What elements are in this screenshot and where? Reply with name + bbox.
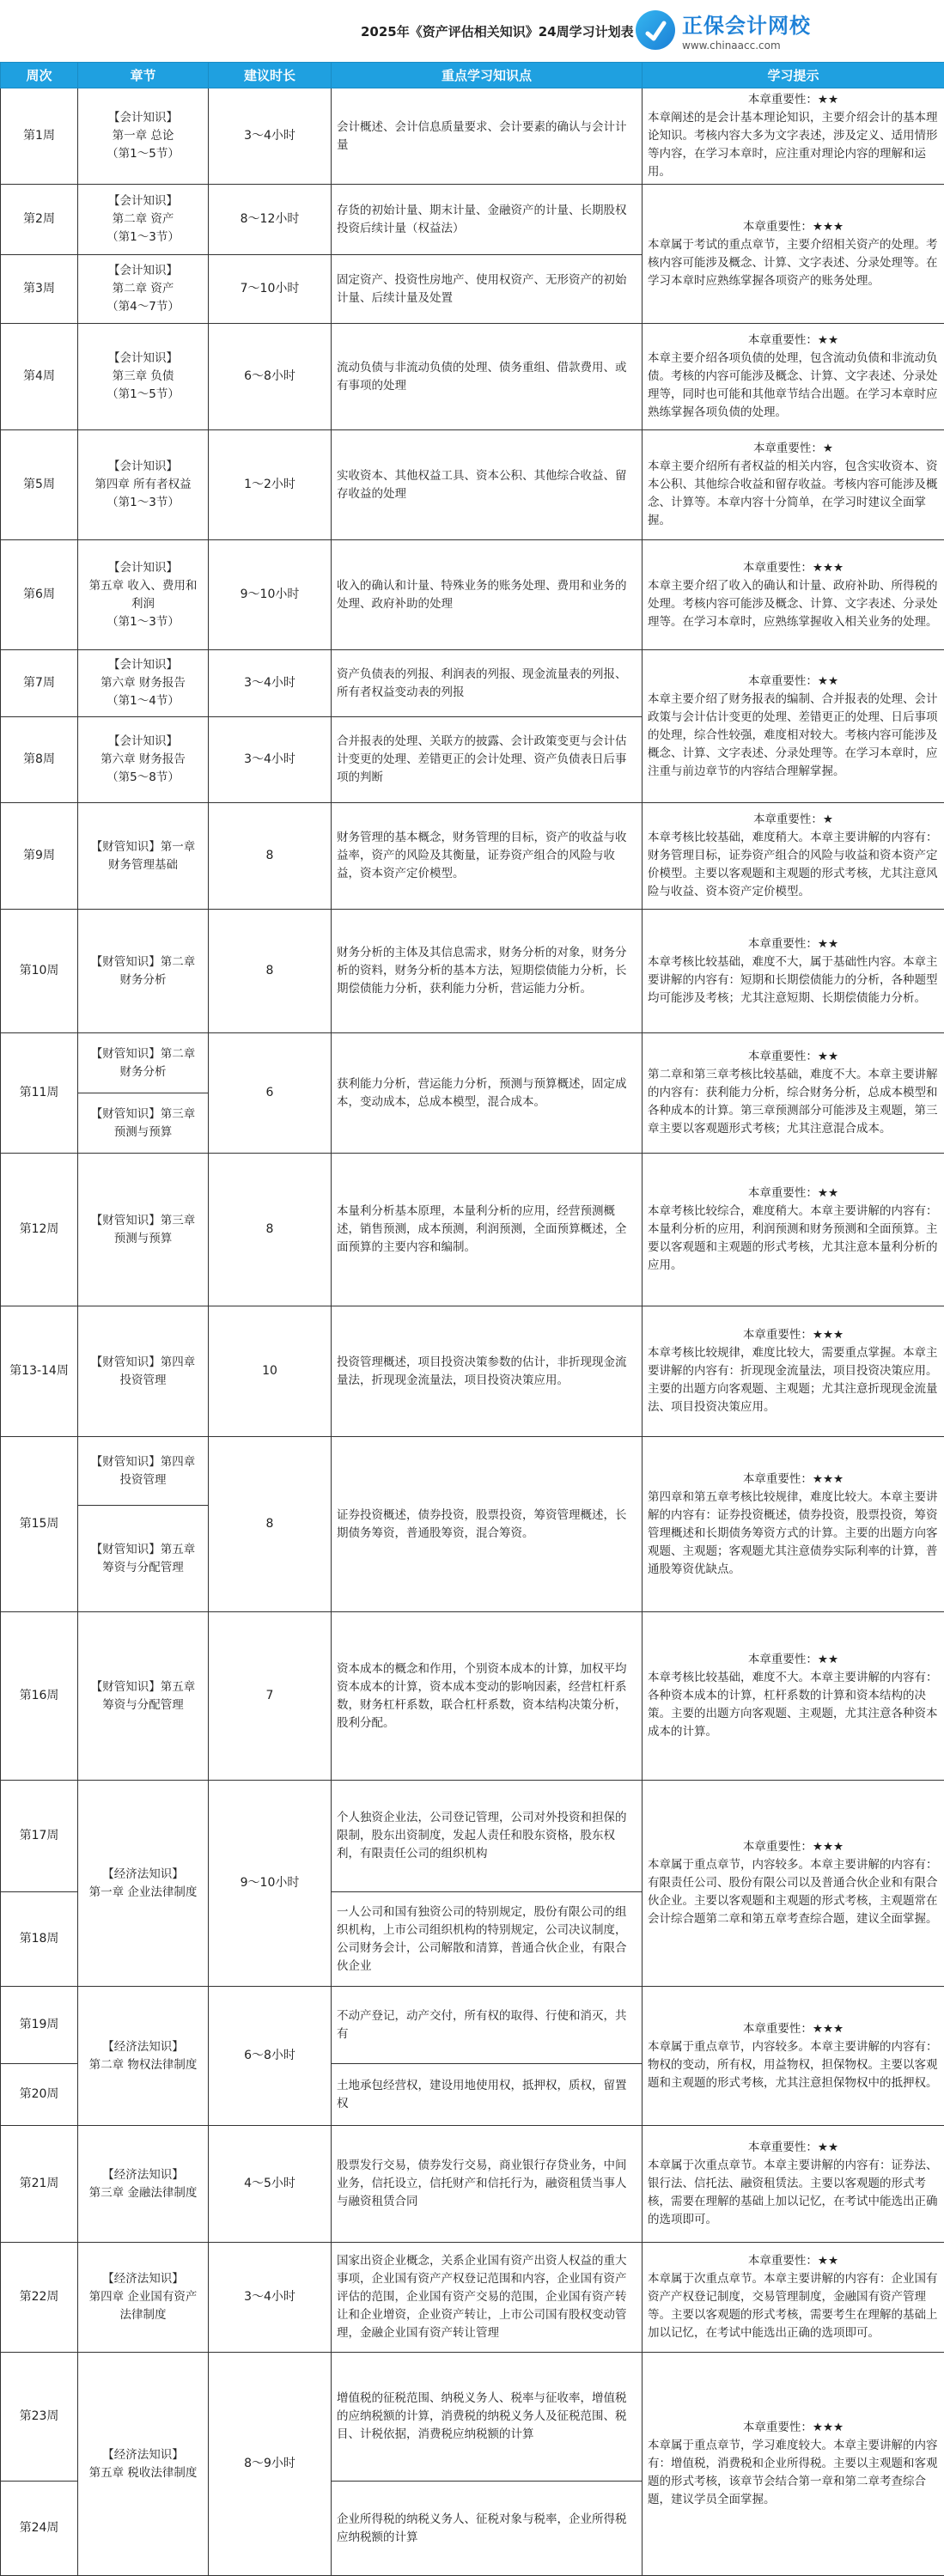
tip-importance: 本章重要性：★ [648,811,939,829]
tip-importance: 本章重要性：★★ [648,935,939,953]
hours-cell: 3～4小时 [209,650,332,717]
table-row [1,650,944,717]
week-cell: 第21周 [1,2126,78,2243]
table-row [1,2126,944,2243]
tip-importance: 本章重要性：★★ [648,332,939,350]
week-cell: 第9周 [1,803,78,910]
tips-cell [643,185,944,324]
tip-text: 本章考核比较规律，难度比较大，需要重点掌握。本章主要讲解的内容有：折现现金流量法，项目投资决策应用。主要的出题方向客观题、主观题；尤其注意折现现金流量法、项目投资决策应用。 [648,1344,939,1416]
table-header-row [1,63,944,88]
table-row [1,1033,944,1093]
tip-importance: 本章重要性：★★ [648,673,939,691]
week-cell: 第23周 [1,2353,78,2482]
tip-text: 本章考核比较基础，难度稍大。本章主要讲解的内容有：财务管理目标，证券资产组合的风险与收益和资本资产定价模型。主要以客观题和主观题的形式考核，尤其注意风险与收益、资本资产定价模型。 [648,829,939,901]
points-cell: 固定资产、投资性房地产、使用权资产、无形资产的初始计量、后续计量及处置 [332,255,643,324]
table-row [1,1987,944,2064]
tip-importance: 本章重要性：★★ [648,1184,939,1203]
tips-cell [643,803,944,910]
table-row [1,2353,944,2482]
chapter-cell: 【会计知识】 第三章 负债 （第1～5节） [78,324,209,430]
hours-cell: 8 [209,1154,332,1306]
tips-cell [643,1306,944,1437]
chapter-cell: 【会计知识】 第二章 资产 （第1～3节） [78,185,209,255]
chapter-cell: 【经济法知识】 第二章 物权法律制度 [78,1987,209,2126]
week-cell: 第18周 [1,1892,78,1987]
week-cell: 第12周 [1,1154,78,1306]
tip-text: 本章主要介绍所有者权益的相关内容，包含实收资本、资本公积、其他综合收益和留存收益。考核内容可能涉及概念、计算等。本章内容十分简单，在学习时建议全面掌握。 [648,458,939,530]
hours-cell: 3～4小时 [209,717,332,803]
points-cell: 增值税的征税范围、纳税义务人、税率与征收率，增值税的应纳税额的计算，消费税的纳税义务人及征税范围、税目、计税依据，消费税应纳税额的计算 [332,2353,643,2482]
hours-cell: 8 [209,910,332,1033]
tips-cell [643,430,944,540]
week-cell: 第1周 [1,88,78,185]
tips-cell [643,1612,944,1781]
hours-cell: 6 [209,1033,332,1154]
points-cell: 资产负债表的列报、利润表的列报、现金流量表的列报、所有者权益变动表的列报 [332,650,643,717]
points-cell: 收入的确认和计量、特殊业务的账务处理、费用和业务的处理、政府补助的处理 [332,540,643,650]
week-cell: 第22周 [1,2243,78,2353]
tips-cell [643,2243,944,2353]
hours-cell: 9～10小时 [209,1781,332,1987]
tip-importance: 本章重要性：★★ [648,91,939,109]
week-cell: 第7周 [1,650,78,717]
tip-importance: 本章重要性：★★ [648,1048,939,1066]
week-cell: 第15周 [1,1437,78,1612]
week-cell: 第2周 [1,185,78,255]
chapter-cell: 【财管知识】第三章 预测与预算 [78,1093,209,1154]
week-cell: 第3周 [1,255,78,324]
week-cell: 第4周 [1,324,78,430]
tips-cell [643,1781,944,1987]
week-cell: 第8周 [1,717,78,803]
logo-name: 正保会计网校 [682,9,811,39]
tip-text: 本章考核比较基础，难度不大。本章主要讲解的内容有：各种资本成本的计算，杠杆系数的计算和资本结构的决策。主要的出题方向客观题、主观题，尤其注意各种资本成本的计算。 [648,1669,939,1741]
points-cell: 证券投资概述，债券投资，股票投资，筹资管理概述，长期债务筹资，普通股筹资，混合筹资。 [332,1437,643,1612]
chapter-cell: 【财管知识】第三章 预测与预算 [78,1154,209,1306]
table-row [1,2243,944,2353]
page-title: 2025年《资产评估相关知识》24周学习计划表 [361,22,634,40]
hours-cell: 3～4小时 [209,2243,332,2353]
chapter-cell: 【会计知识】 第四章 所有者权益 （第1～3节） [78,430,209,540]
points-cell: 财务分析的主体及其信息需求，财务分析的对象，财务分析的资料，财务分析的基本方法，短期偿债能力分析，长期偿债能力分析，获利能力分析，营运能力分析。 [332,910,643,1033]
table-row [1,324,944,430]
chapter-cell: 【财管知识】第五章 筹资与分配管理 [78,1506,209,1612]
tips-cell [643,1154,944,1306]
points-cell: 会计概述、会计信息质量要求、会计要素的确认与会计计量 [332,88,643,185]
tip-text: 本章属于重点章节，学习难度较大。本章主要讲解的内容有：增值税，消费税和企业所得税。主要以主观题和客观题的形式考核，该章节会结合第一章和第二章考查综合题，建议学员全面掌握。 [648,2437,939,2509]
tip-importance: 本章重要性：★★★ [648,1326,939,1344]
tips-cell [643,1987,944,2126]
column-header-hours: 建议时长 [209,63,332,88]
week-cell: 第20周 [1,2064,78,2126]
tip-importance: 本章重要性：★★★ [648,1838,939,1856]
hours-cell: 7 [209,1612,332,1781]
hours-cell: 10 [209,1306,332,1437]
points-cell: 本量利分析基本原理，本量利分析的应用，经营预测概述，销售预测，成本预测，利润预测，全面预算概述，全面预算的主要内容和编制。 [332,1154,643,1306]
chapter-cell: 【经济法知识】 第四章 企业国有资产法律制度 [78,2243,209,2353]
week-cell: 第24周 [1,2482,78,2576]
table-row [1,1154,944,1306]
tip-text: 本章考核比较基础，难度不大，属于基础性内容。本章主要讲解的内容有：短期和长期偿债能力的分析，各种题型均可能涉及考核；尤其注意短期、长期偿债能力分析。 [648,953,939,1008]
hours-cell: 8 [209,1437,332,1612]
tip-text: 本章考核比较综合，难度稍大。本章主要讲解的内容有：本量利分析的应用，利润预测和财务预测和全面预算。主要以客观题和主观题的形式考核，尤其注意本量利分析的应用。 [648,1203,939,1275]
chapter-cell: 【会计知识】 第五章 收入、费用和利润 （第1～3节） [78,540,209,650]
week-cell: 第6周 [1,540,78,650]
hours-cell: 3～4小时 [209,88,332,185]
tips-cell [643,324,944,430]
week-cell: 第11周 [1,1033,78,1154]
points-cell: 财务管理的基本概念，财务管理的目标，资产的收益与收益率，资产的风险及其衡量，证券资产组合的风险与收益，资本资产定价模型。 [332,803,643,910]
table-row [1,1306,944,1437]
tips-cell [643,2126,944,2243]
tips-cell [643,1033,944,1154]
chapter-cell: 【会计知识】 第二章 资产 （第4～7节） [78,255,209,324]
tip-text: 本章主要介绍了财务报表的编制、合并报表的处理、会计政策与会计估计变更的处理、差错更正的处理、日后事项的处理，综合性较强，难度相对较大。考核内容可能涉及概念、计算、文字表述、分录处理等。在学习本章时，应注重与前边章节的内容结合理解掌握。 [648,691,939,781]
hours-cell: 6～8小时 [209,1987,332,2126]
tip-importance: 本章重要性：★★★ [648,1471,939,1489]
logo-url: www.chinaacc.com [682,40,811,52]
tips-cell [643,650,944,803]
points-cell: 企业所得税的纳税义务人、征税对象与税率，企业所得税应纳税额的计算 [332,2482,643,2576]
tip-importance: 本章重要性：★★★ [648,559,939,577]
page-header [0,0,944,60]
points-cell: 股票发行交易，债券发行交易，商业银行存贷业务，中间业务，信托设立，信托财产和信托行为，融资租赁当事人与融资租赁合同 [332,2126,643,2243]
hours-cell: 8 [209,803,332,910]
tip-text: 本章属于考试的重点章节，主要介绍相关资产的处理。考核内容可能涉及概念、计算、文字表述、分录处理等。在学习本章时应熟练掌握各项资产的账务处理。 [648,236,939,290]
hours-cell: 7～10小时 [209,255,332,324]
points-cell: 一人公司和国有独资公司的特别规定，股份有限公司的组织机构，上市公司组织机构的特别规定，公司决议制度，公司财务会计，公司解散和清算，普通合伙企业，有限合伙企业 [332,1892,643,1987]
tip-text: 本章属于重点章节，内容较多。本章主要讲解的内容有：物权的变动，所有权，用益物权，担保物权。主要以客观题和主观题的形式考核，尤其注意担保物权中的抵押权。 [648,2038,939,2092]
table-row [1,910,944,1033]
points-cell: 流动负债与非流动负债的处理、债务重组、借款费用、或有事项的处理 [332,324,643,430]
points-cell: 获利能力分析，营运能力分析，预测与预算概述，固定成本，变动成本，总成本模型，混合成本。 [332,1033,643,1154]
hours-cell: 1～2小时 [209,430,332,540]
tip-text: 本章属于次重点章节。本章主要讲解的内容有：企业国有资产产权登记制度，交易管理制度，金融国有资产管理等。主要以客观题的形式考核，需要考生在理解的基础上加以记忆，在考试中能选出正确的选项即可。 [648,2270,939,2342]
chapter-cell: 【会计知识】 第一章 总论 （第1～5节） [78,88,209,185]
chapter-cell: 【财管知识】第一章 财务管理基础 [78,803,209,910]
chapter-cell: 【经济法知识】 第三章 金融法律制度 [78,2126,209,2243]
tips-cell [643,1437,944,1612]
table-row [1,430,944,540]
hours-cell: 9～10小时 [209,540,332,650]
chapter-cell: 【财管知识】第二章 财务分析 [78,1033,209,1093]
tip-importance: 本章重要性：★★ [648,2252,939,2270]
chapter-cell: 【会计知识】 第六章 财务报告 （第1～4节） [78,650,209,717]
points-cell: 国家出资企业概念，关系企业国有资产出资人权益的重大事项，企业国有资产产权登记范围和内容，企业国有资产评估的范围，企业国有资产交易的范围，企业国有资产转让和企业增资，企业资产转让，上市公司国有股权变动管理，金融企业国有资产转让管理 [332,2243,643,2353]
table-row [1,1781,944,1892]
study-plan-table [0,62,944,2576]
tip-importance: 本章重要性：★ [648,440,939,458]
hours-cell: 8～9小时 [209,2353,332,2576]
tips-cell [643,2353,944,2576]
points-cell: 个人独资企业法，公司登记管理，公司对外投资和担保的限制，股东出资制度，发起人责任和股东资格，股东权利，有限责任公司的组织机构 [332,1781,643,1892]
tip-text: 第二章和第三章考核比较基础，难度不大。本章主要讲解的内容有：获利能力分析，综合财务分析，总成本模型和各种成本的计算。第三章预测部分可能涉及主观题，第三章主要以客观题形式考核；尤其注意混合成本。 [648,1066,939,1138]
table-row [1,803,944,910]
points-cell: 资本成本的概念和作用，个别资本成本的计算，加权平均资本成本的计算，资本成本变动的影响因素，经营杠杆系数，财务杠杆系数，联合杠杆系数，资本结构决策分析，股利分配。 [332,1612,643,1781]
week-cell: 第13-14周 [1,1306,78,1437]
points-cell: 实收资本、其他权益工具、资本公积、其他综合收益、留存收益的处理 [332,430,643,540]
tip-importance: 本章重要性：★★ [648,2139,939,2157]
tip-importance: 本章重要性：★★★ [648,218,939,236]
tip-importance: 本章重要性：★★★ [648,2020,939,2038]
table-row [1,540,944,650]
table-body [1,88,944,2576]
tips-cell [643,88,944,185]
tip-text: 本章属于次重点章节。本章主要讲解的内容有：证券法、银行法、信托法、融资租赁法。主要以客观题的形式考核，需要在理解的基础上加以记忆，在考试中能选出正确的选项即可。 [648,2157,939,2229]
week-cell: 第19周 [1,1987,78,2064]
points-cell: 合并报表的处理、关联方的披露、会计政策变更与会计估计变更的处理、差错更正的会计处理、资产负债表日后事项的判断 [332,717,643,803]
chapter-cell: 【财管知识】第五章 筹资与分配管理 [78,1612,209,1781]
tip-text: 第四章和第五章考核比较规律，难度比较大。本章主要讲解的内容有：证券投资概述，债券投资，股票投资，筹资管理概述和长期债务筹资方式的计算。主要的出题方向客观题、主观题；客观题尤其注意债券实际利率的计算，普通股筹资优缺点。 [648,1489,939,1579]
logo [636,9,811,52]
tips-cell [643,910,944,1033]
column-header-points: 重点学习知识点 [332,63,643,88]
chapter-cell: 【财管知识】第四章 投资管理 [78,1306,209,1437]
week-cell: 第10周 [1,910,78,1033]
hours-cell: 6～8小时 [209,324,332,430]
week-cell: 第17周 [1,1781,78,1892]
hours-cell: 8～12小时 [209,185,332,255]
points-cell: 不动产登记，动产交付，所有权的取得、行使和消灭，共有 [332,1987,643,2064]
points-cell: 投资管理概述，项目投资决策参数的估计，非折现现金流量法，折现现金流量法，项目投资决策应用。 [332,1306,643,1437]
tips-cell [643,540,944,650]
table-row [1,1437,944,1506]
points-cell: 存货的初始计量、期末计量、金融资产的计量、长期股权投资后续计量（权益法） [332,185,643,255]
tip-text: 本章阐述的是会计基本理论知识，主要介绍会计的基本理论知识。考核内容大多为文字表述，涉及定义、适用情形等内容，在学习本章时，应注重对理论内容的理解和运用。 [648,109,939,181]
chapter-cell: 【财管知识】第二章 财务分析 [78,910,209,1033]
tip-text: 本章属于重点章节，内容较多。本章主要讲解的内容有：有限责任公司、股份有限公司以及普通合伙企业和有限合伙企业。主要以客观题和主观题的形式考核，主观题常在会计综合题第二章和第五章考查综合题，建议全面掌握。 [648,1856,939,1928]
chapter-cell: 【经济法知识】 第一章 企业法律制度 [78,1781,209,1987]
column-header-tips: 学习提示 [643,63,944,88]
tip-text: 本章主要介绍各项负债的处理，包含流动负债和非流动负债。考核的内容可能涉及概念、计算、文字表述、分录处理等，同时也可能和其他章节结合出题。在学习本章时应熟练掌握各项负债的处理。 [648,350,939,422]
tip-importance: 本章重要性：★★ [648,1651,939,1669]
tip-text: 本章主要介绍了收入的确认和计量、政府补助、所得税的处理。考核内容可能涉及概念、计算、文字表述、分录处理等。在学习本章时，应熟练掌握收入相关业务的处理。 [648,577,939,631]
column-header-chapter: 章节 [78,63,209,88]
week-cell: 第5周 [1,430,78,540]
hours-cell: 4～5小时 [209,2126,332,2243]
tip-importance: 本章重要性：★★★ [648,2419,939,2437]
logo-icon [636,10,675,50]
points-cell: 土地承包经营权，建设用地使用权，抵押权，质权，留置权 [332,2064,643,2126]
column-header-week: 周次 [1,63,78,88]
chapter-cell: 【会计知识】 第六章 财务报告 （第5～8节） [78,717,209,803]
chapter-cell: 【财管知识】第四章 投资管理 [78,1437,209,1506]
week-cell: 第16周 [1,1612,78,1781]
table-row [1,185,944,255]
table-row [1,88,944,185]
table-row [1,1612,944,1781]
chapter-cell: 【经济法知识】 第五章 税收法律制度 [78,2353,209,2576]
